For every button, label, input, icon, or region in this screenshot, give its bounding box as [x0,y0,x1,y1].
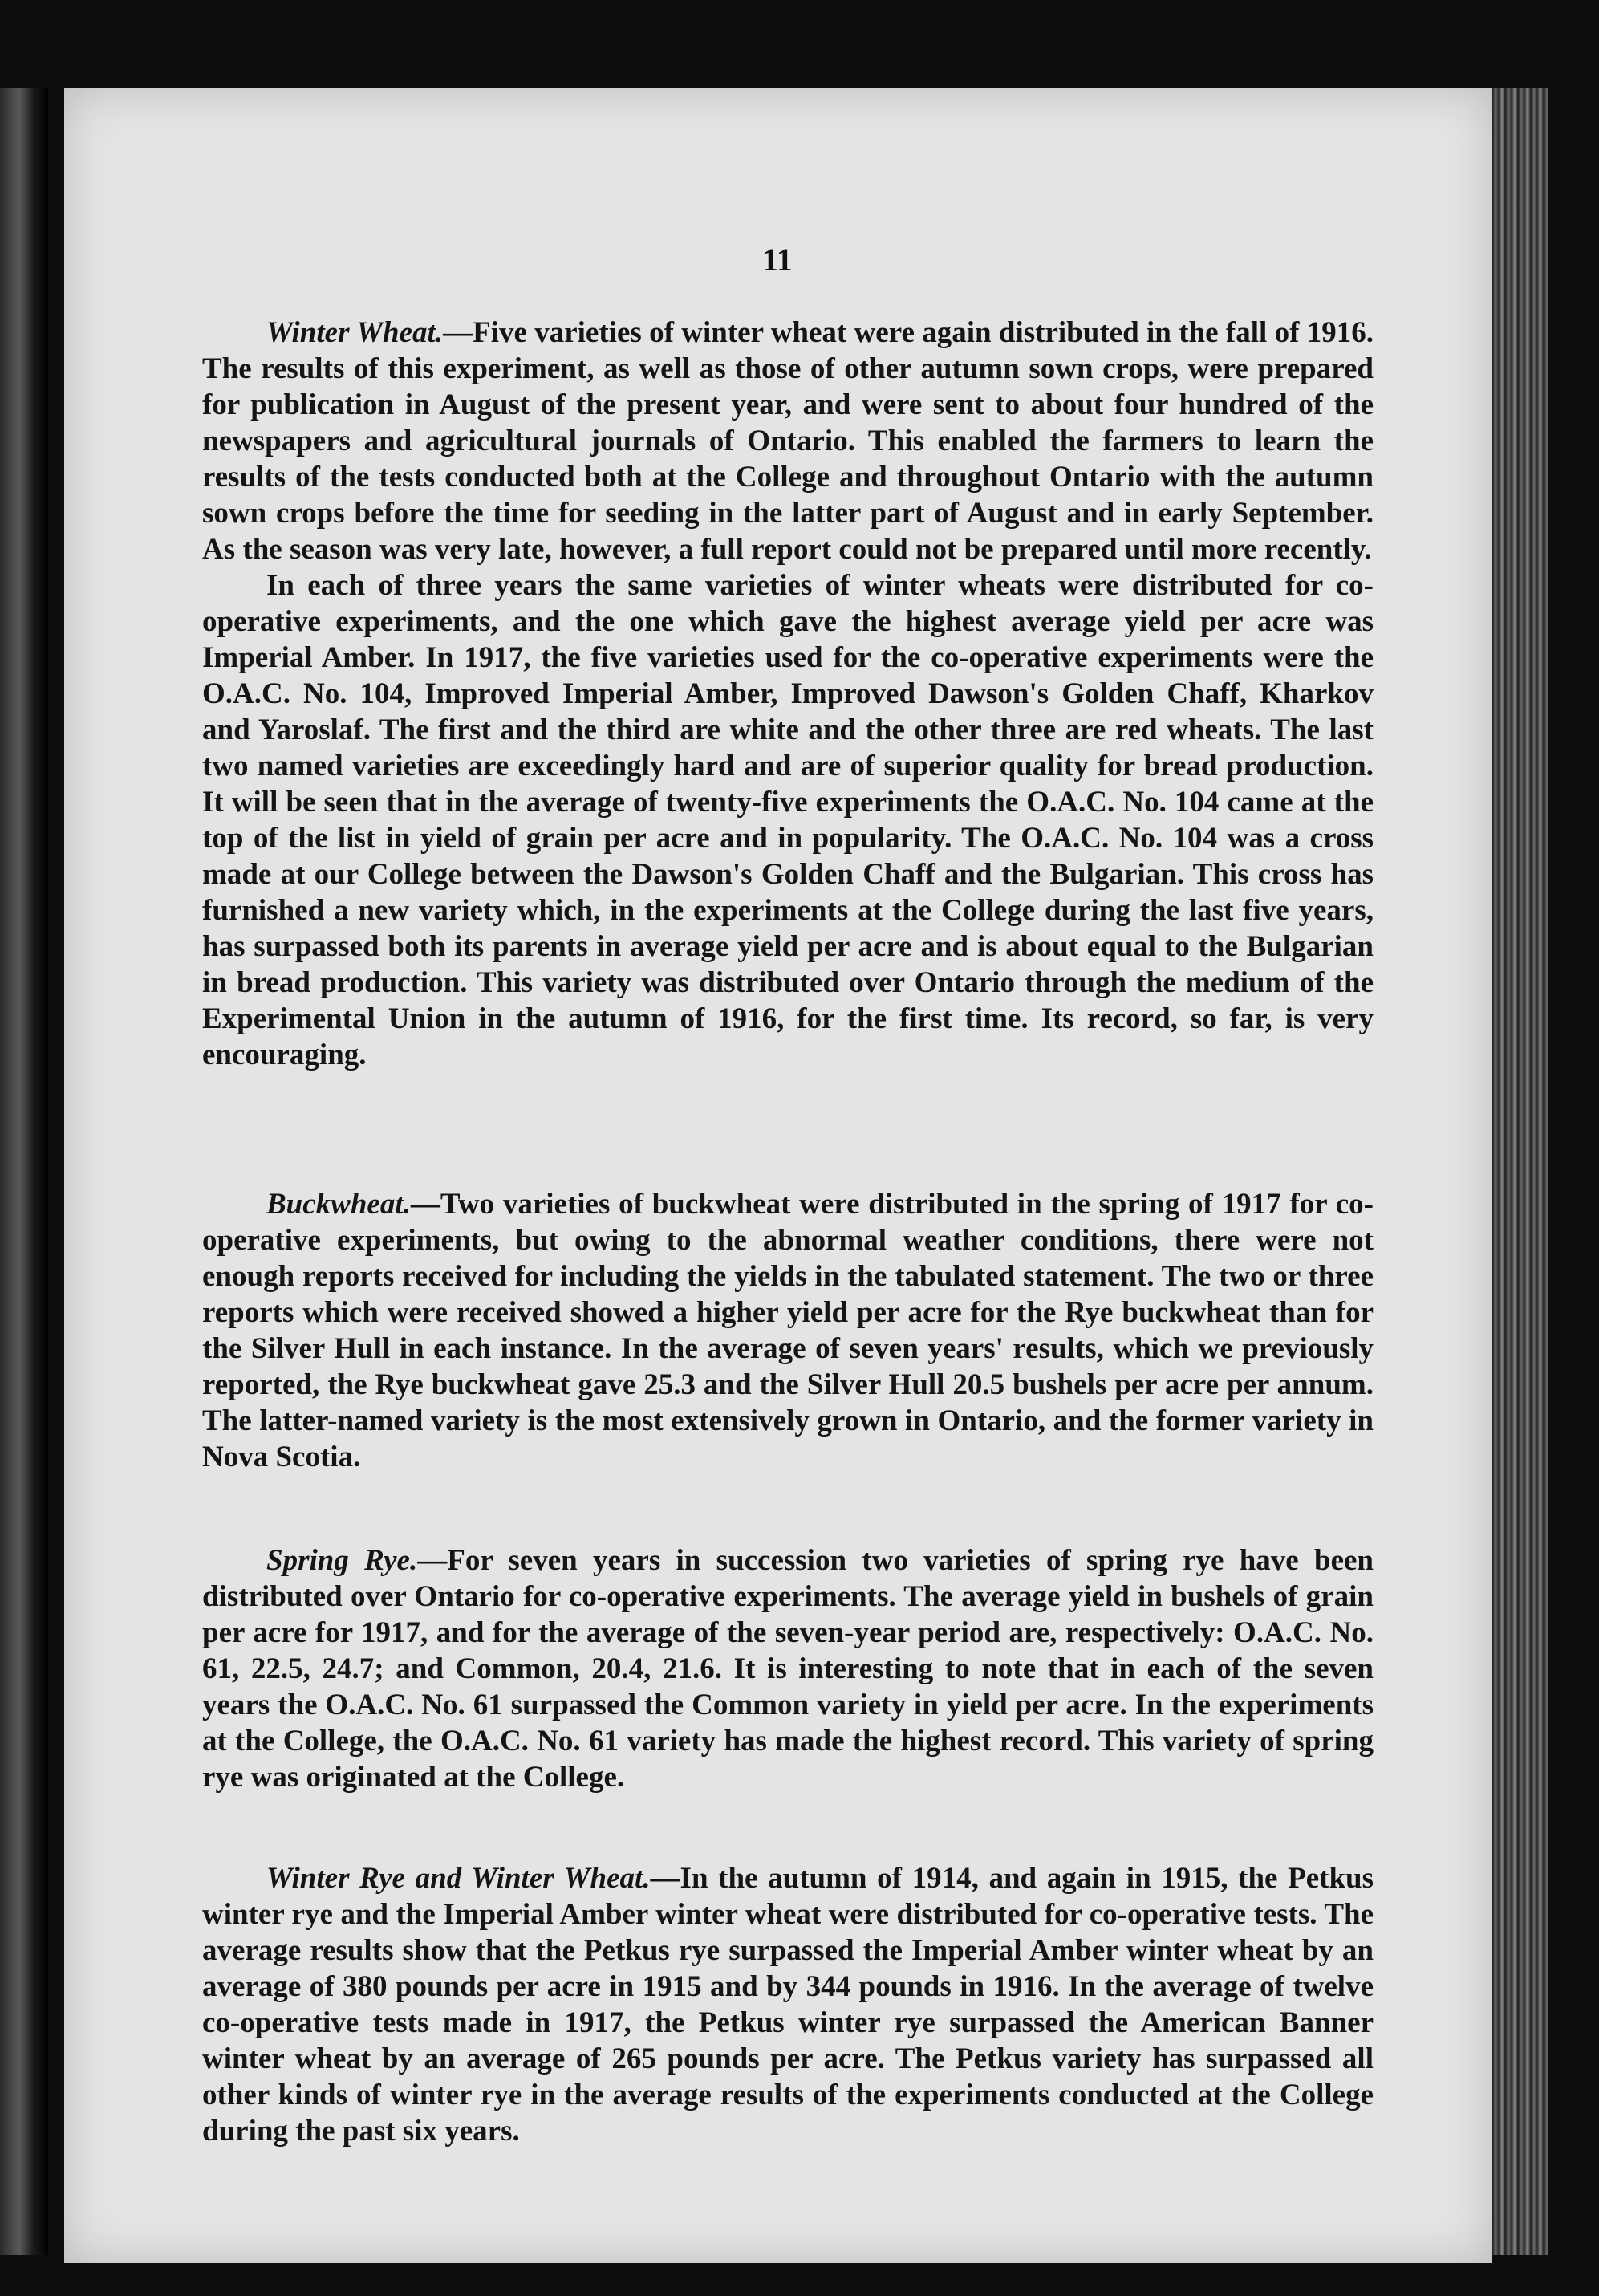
winter-wheat-heading: Winter Wheat. [266,316,444,349]
page-number: 11 [762,242,793,278]
winter-wheat-text-1: —Five varieties of winter wheat were again distributed in the fall of 1916. The results of this experiment, as well as those of other autumn sown crops, were prepared for publication in August of the present year, and were sent to about four hundred of the newspapers and agricultural journals of Ontario. This enabled the farmers to learn the results of the tests conducted both at the College and throughout Ontario with the autumn sown crops before the time for seeding in the latter part of August and in early September. As the season was very late, however, a full report could not be prepared until more recently. [202,316,1374,566]
winter-wheat-section [202,315,1374,1073]
spring-rye-section [202,1542,1374,1795]
winter-rye-heading: Winter Rye and Winter Wheat. [266,1862,651,1895]
winter-wheat-paragraph-1 [202,315,1374,567]
book-spine-edge [0,88,48,2255]
buckwheat-paragraph [202,1186,1374,1475]
buckwheat-text: —Two varieties of buckwheat were distributed in the spring of 1917 for co-operative experiments, but owing to the abnormal weather conditions, there were not enough reports received for including the yields in the tabulated statement. The two or three reports which were received showed a higher yield per acre for the Rye buckwheat than for the Silver Hull in each instance. In the average of seven years' results, which we previously reported, the Rye buckwheat gave 25.3 and the Silver Hull 20.5 bushels per acre per annum. The latter-named variety is the most extensively grown in Ontario, and the former variety in Nova Scotia. [202,1188,1374,1473]
buckwheat-section [202,1186,1374,1475]
buckwheat-heading: Buckwheat. [266,1188,411,1221]
spring-rye-text: —For seven years in succession two varieties of spring rye have been distributed over Ontario for co-operative experiments. The average yield in bushels of grain per acre for 1917, and for the average of the seven-year period are, respectively: O.A.C. No. 61, 22.5, 24.7; and Common, 20.4, 21.6. It is interesting to note that in each of the seven years the O.A.C. No. 61 surpassed the Common variety in yield per acre. In the experiments at the College, the O.A.C. No. 61 variety has made the highest record. This variety of spring rye was originated at the College. [202,1544,1374,1794]
page-stack-edge [1492,88,1548,2255]
spring-rye-heading: Spring Rye. [266,1544,418,1577]
winter-wheat-paragraph-2: In each of three years the same varieties of winter wheats were distributed for co-operative experiments, and the one which gave the highest average yield per acre was Imperial Amber. In 1917, the five varieties used for the co-operative experiments were the O.A.C. No. 104, Improved Imperial Amber, Improved Dawson's Golden Chaff, Kharkov and Yaroslaf. The first and the third are white and the other three are red wheats. The last two named varieties are exceedingly hard and are of superior quality for bread production. It will be seen that in the average of twenty-five experiments the O.A.C. No. 104 came at the top of the list in yield of grain per acre and in popularity. The O.A.C. No. 104 was a cross made at our College between the Dawson's Golden Chaff and the Bulgarian. This cross has furnished a new variety which, in the experiments at the College during the last five years, has surpassed both its parents in average yield per acre and is about equal to the Bulgarian in bread production. This variety was distributed over Ontario through the medium of the Experimental Union in the autumn of 1916, for the first time. Its record, so far, is very encouraging. [202,569,1374,1071]
spring-rye-paragraph [202,1542,1374,1795]
winter-rye-text: —In the autumn of 1914, and again in 1915, the Petkus winter rye and the Imperial Amber winter wheat were distributed for co-operative tests. The average results show that the Petkus rye surpassed the Imperial Amber winter wheat by an average of 380 pounds per acre in 1915 and by 344 pounds in 1916. In the average of twelve co-operative tests made in 1917, the Petkus winter rye surpassed the American Banner winter wheat by an average of 265 pounds per acre. The Petkus variety has surpassed all other kinds of winter rye in the average results of the experiments conducted at the College during the past six years. [202,1862,1374,2148]
winter-rye-paragraph [202,1860,1374,2149]
winter-rye-section [202,1860,1374,2149]
